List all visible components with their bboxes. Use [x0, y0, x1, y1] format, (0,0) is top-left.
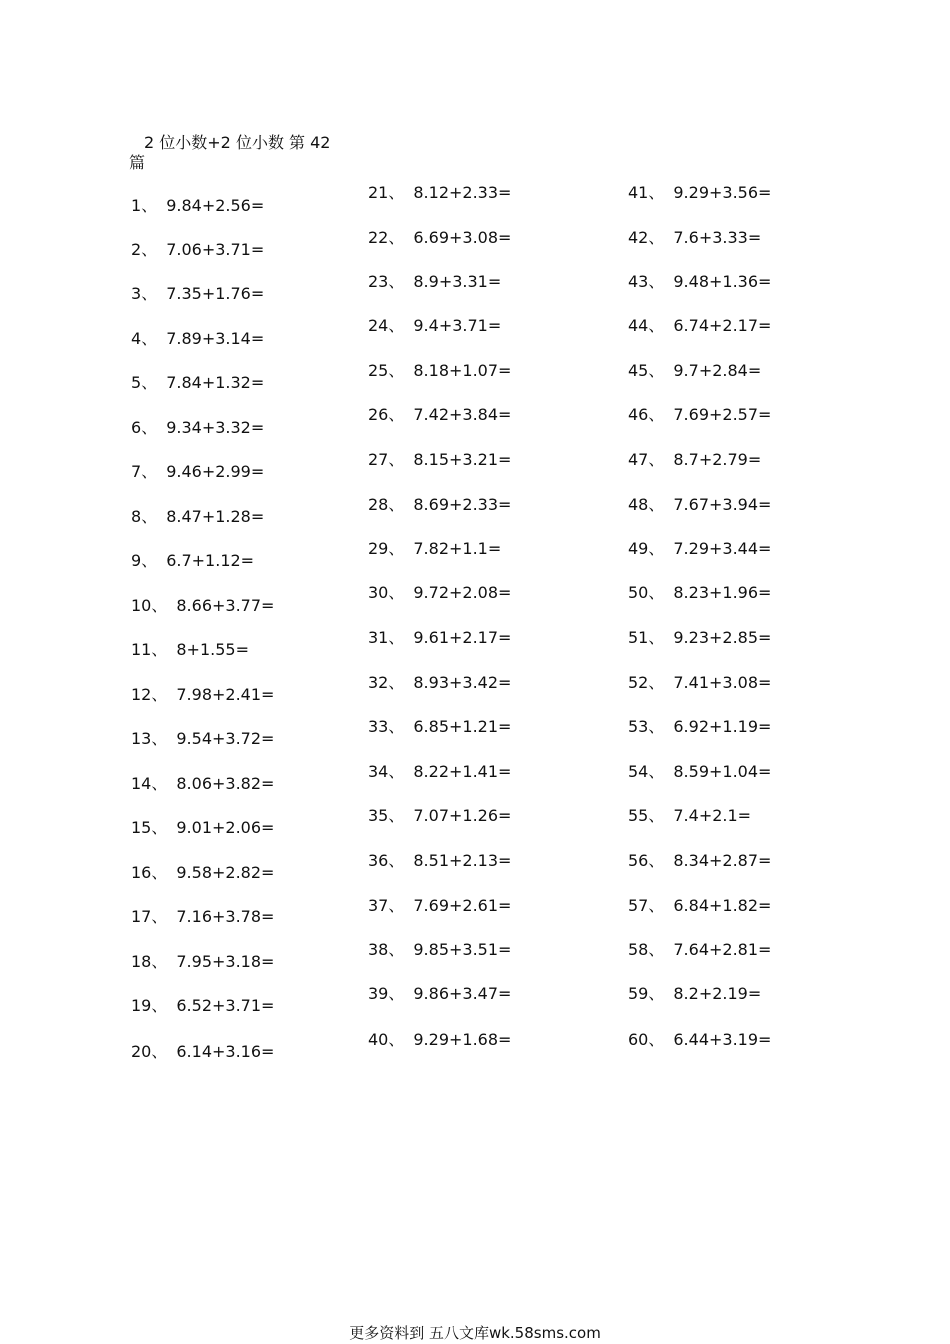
problem-item — [628, 450, 761, 470]
problem-number: 22 — [368, 228, 389, 247]
problem-number: 41 — [628, 183, 649, 202]
problem-item — [131, 462, 264, 482]
problem-expression: 7.64+2.81= — [673, 940, 772, 959]
problem-item — [131, 418, 264, 438]
problem-expression: 9.7+2.84= — [673, 361, 762, 380]
problem-number: 8 — [131, 507, 142, 526]
problem-item — [368, 539, 501, 559]
problem-item — [368, 940, 511, 960]
problem-item — [131, 507, 264, 527]
problem-item — [368, 583, 511, 603]
problem-item — [628, 984, 761, 1004]
problem-number: 29 — [368, 539, 389, 558]
problem-separator: 、 — [648, 583, 665, 602]
problem-number: 15 — [131, 818, 152, 837]
problem-expression: 9.61+2.17= — [413, 628, 512, 647]
problem-item — [131, 996, 274, 1016]
problem-number: 4 — [131, 329, 142, 348]
problem-separator: 、 — [388, 316, 405, 335]
problem-number: 30 — [368, 583, 389, 602]
problem-separator: 、 — [648, 851, 665, 870]
problem-separator: 、 — [388, 361, 405, 380]
problem-number: 35 — [368, 806, 389, 825]
problem-item — [628, 628, 771, 648]
problem-expression: 8.34+2.87= — [673, 851, 772, 870]
problem-separator: 、 — [648, 228, 665, 247]
problem-item — [628, 1030, 771, 1050]
problem-number: 12 — [131, 685, 152, 704]
problem-item — [628, 717, 771, 737]
problem-number: 34 — [368, 762, 389, 781]
problem-item — [368, 495, 511, 515]
problem-expression: 6.84+1.82= — [673, 896, 772, 915]
problem-separator: 、 — [151, 863, 168, 882]
problem-number: 33 — [368, 717, 389, 736]
problem-number: 37 — [368, 896, 389, 915]
problem-expression: 7.69+2.57= — [673, 405, 772, 424]
problem-separator: 、 — [151, 818, 168, 837]
problem-number: 55 — [628, 806, 649, 825]
problem-expression: 7.95+3.18= — [176, 952, 275, 971]
problem-expression: 7.98+2.41= — [176, 685, 275, 704]
problem-number: 48 — [628, 495, 649, 514]
problem-number: 49 — [628, 539, 649, 558]
problem-number: 18 — [131, 952, 152, 971]
problem-separator: 、 — [388, 806, 405, 825]
problem-item — [628, 896, 771, 916]
problem-separator: 、 — [141, 240, 158, 259]
problem-separator: 、 — [648, 806, 665, 825]
problem-number: 3 — [131, 284, 142, 303]
problem-item — [131, 863, 274, 883]
problem-separator: 、 — [151, 1042, 168, 1061]
problem-item — [368, 673, 511, 693]
problem-item — [368, 717, 511, 737]
problem-number: 9 — [131, 551, 142, 570]
problem-expression: 7.29+3.44= — [673, 539, 772, 558]
problem-number: 27 — [368, 450, 389, 469]
problem-number: 28 — [368, 495, 389, 514]
problem-expression: 7.67+3.94= — [673, 495, 772, 514]
problem-expression: 9.4+3.71= — [413, 316, 502, 335]
problem-expression: 6.14+3.16= — [176, 1042, 275, 1061]
footer-watermark: 更多资料到 五八文库wk.58sms.com — [349, 1324, 601, 1342]
problem-expression: 9.01+2.06= — [176, 818, 275, 837]
problem-item — [628, 673, 771, 693]
problem-number: 52 — [628, 673, 649, 692]
problem-item — [368, 762, 511, 782]
problem-separator: 、 — [388, 762, 405, 781]
problem-number: 31 — [368, 628, 389, 647]
problem-item — [131, 596, 274, 616]
problem-number: 17 — [131, 907, 152, 926]
problem-number: 51 — [628, 628, 649, 647]
problem-number: 1 — [131, 196, 142, 215]
problem-expression: 7.84+1.32= — [166, 373, 265, 392]
problem-expression: 7.35+1.76= — [166, 284, 265, 303]
problem-number: 57 — [628, 896, 649, 915]
problem-separator: 、 — [141, 196, 158, 215]
problem-expression: 9.58+2.82= — [176, 863, 275, 882]
problem-item — [368, 628, 511, 648]
problem-separator: 、 — [648, 361, 665, 380]
problem-expression: 8.06+3.82= — [176, 774, 275, 793]
problem-item — [368, 1030, 511, 1050]
problem-separator: 、 — [151, 640, 168, 659]
problem-expression: 8+1.55= — [176, 640, 249, 659]
problem-number: 44 — [628, 316, 649, 335]
problem-number: 21 — [368, 183, 389, 202]
problem-item — [368, 450, 511, 470]
problem-separator: 、 — [388, 717, 405, 736]
problem-expression: 8.69+2.33= — [413, 495, 512, 514]
problem-separator: 、 — [388, 896, 405, 915]
problem-item — [628, 583, 771, 603]
problem-expression: 9.86+3.47= — [413, 984, 512, 1003]
problem-item — [131, 373, 264, 393]
problem-separator: 、 — [388, 628, 405, 647]
problem-item — [368, 272, 501, 292]
problem-number: 6 — [131, 418, 142, 437]
problem-expression: 7.4+2.1= — [673, 806, 752, 825]
problem-separator: 、 — [648, 984, 665, 1003]
problem-item — [368, 984, 511, 1004]
problem-number: 60 — [628, 1030, 649, 1049]
problem-number: 14 — [131, 774, 152, 793]
problem-expression: 8.66+3.77= — [176, 596, 275, 615]
problem-separator: 、 — [648, 673, 665, 692]
problem-number: 59 — [628, 984, 649, 1003]
problem-item — [131, 284, 264, 304]
problem-item — [628, 940, 771, 960]
problem-number: 46 — [628, 405, 649, 424]
problem-number: 36 — [368, 851, 389, 870]
problem-expression: 8.59+1.04= — [673, 762, 772, 781]
problem-number: 23 — [368, 272, 389, 291]
problem-item — [131, 640, 249, 660]
problem-separator: 、 — [388, 583, 405, 602]
problem-separator: 、 — [388, 183, 405, 202]
problem-separator: 、 — [648, 940, 665, 959]
problem-expression: 6.74+2.17= — [673, 316, 772, 335]
problem-expression: 9.29+3.56= — [673, 183, 772, 202]
problem-expression: 6.52+3.71= — [176, 996, 275, 1015]
problem-item — [628, 405, 771, 425]
problem-number: 20 — [131, 1042, 152, 1061]
problem-separator: 、 — [648, 316, 665, 335]
problem-expression: 8.18+1.07= — [413, 361, 512, 380]
problem-separator: 、 — [388, 673, 405, 692]
problem-expression: 8.23+1.96= — [673, 583, 772, 602]
problem-separator: 、 — [141, 507, 158, 526]
problem-number: 24 — [368, 316, 389, 335]
problem-number: 10 — [131, 596, 152, 615]
problem-number: 11 — [131, 640, 152, 659]
problem-separator: 、 — [388, 405, 405, 424]
problem-separator: 、 — [648, 717, 665, 736]
problem-item — [131, 818, 274, 838]
problem-separator: 、 — [141, 462, 158, 481]
problem-expression: 9.29+1.68= — [413, 1030, 512, 1049]
problem-separator: 、 — [388, 272, 405, 291]
problem-item — [628, 272, 771, 292]
problem-expression: 7.69+2.61= — [413, 896, 512, 915]
problem-expression: 8.51+2.13= — [413, 851, 512, 870]
problem-item — [368, 183, 511, 203]
problem-expression: 9.85+3.51= — [413, 940, 512, 959]
problem-separator: 、 — [388, 851, 405, 870]
problem-separator: 、 — [388, 495, 405, 514]
problem-separator: 、 — [151, 685, 168, 704]
problem-expression: 6.92+1.19= — [673, 717, 772, 736]
problem-expression: 7.41+3.08= — [673, 673, 772, 692]
problem-item — [131, 729, 274, 749]
problem-expression: 9.48+1.36= — [673, 272, 772, 291]
problem-expression: 7.6+3.33= — [673, 228, 762, 247]
problem-number: 45 — [628, 361, 649, 380]
problem-separator: 、 — [648, 495, 665, 514]
problem-separator: 、 — [141, 418, 158, 437]
problem-item — [368, 228, 511, 248]
problem-number: 25 — [368, 361, 389, 380]
problem-number: 43 — [628, 272, 649, 291]
problem-item — [628, 316, 771, 336]
problem-item — [131, 1042, 274, 1062]
problem-separator: 、 — [648, 539, 665, 558]
problem-separator: 、 — [151, 952, 168, 971]
problem-expression: 8.15+3.21= — [413, 450, 512, 469]
problem-separator: 、 — [141, 329, 158, 348]
problem-number: 58 — [628, 940, 649, 959]
problem-expression: 7.82+1.1= — [413, 539, 502, 558]
problem-separator: 、 — [388, 539, 405, 558]
problem-separator: 、 — [648, 405, 665, 424]
problem-expression: 7.07+1.26= — [413, 806, 512, 825]
problem-expression: 7.06+3.71= — [166, 240, 265, 259]
problem-item — [368, 896, 511, 916]
problem-separator: 、 — [151, 774, 168, 793]
problem-expression: 8.22+1.41= — [413, 762, 512, 781]
problem-number: 13 — [131, 729, 152, 748]
problem-separator: 、 — [648, 1030, 665, 1049]
problem-item — [131, 774, 274, 794]
problem-item — [628, 762, 771, 782]
problem-item — [131, 907, 274, 927]
problem-expression: 8.47+1.28= — [166, 507, 265, 526]
problem-item — [131, 551, 254, 571]
problem-item — [368, 405, 511, 425]
problem-expression: 9.72+2.08= — [413, 583, 512, 602]
problem-expression: 7.16+3.78= — [176, 907, 275, 926]
problem-expression: 6.85+1.21= — [413, 717, 512, 736]
problem-separator: 、 — [648, 628, 665, 647]
problem-expression: 8.93+3.42= — [413, 673, 512, 692]
problem-item — [131, 329, 264, 349]
problem-expression: 8.7+2.79= — [673, 450, 762, 469]
problem-expression: 7.89+3.14= — [166, 329, 265, 348]
problem-separator: 、 — [388, 984, 405, 1003]
problem-item — [368, 361, 511, 381]
problem-separator: 、 — [141, 373, 158, 392]
problem-separator: 、 — [388, 450, 405, 469]
problem-separator: 、 — [388, 1030, 405, 1049]
problem-item — [368, 316, 501, 336]
problem-expression: 6.44+3.19= — [673, 1030, 772, 1049]
problem-item — [628, 183, 771, 203]
problem-separator: 、 — [648, 450, 665, 469]
problem-separator: 、 — [648, 762, 665, 781]
problem-item — [628, 806, 751, 826]
problem-number: 19 — [131, 996, 152, 1015]
problem-item — [628, 851, 771, 871]
problem-separator: 、 — [151, 729, 168, 748]
problem-number: 5 — [131, 373, 142, 392]
problem-number: 47 — [628, 450, 649, 469]
problem-item — [131, 196, 264, 216]
problem-expression: 9.54+3.72= — [176, 729, 275, 748]
problem-number: 39 — [368, 984, 389, 1003]
problem-item — [628, 361, 761, 381]
problem-expression: 9.84+2.56= — [166, 196, 265, 215]
problem-number: 42 — [628, 228, 649, 247]
problem-separator: 、 — [648, 896, 665, 915]
problem-number: 26 — [368, 405, 389, 424]
problem-item — [131, 952, 274, 972]
problem-item — [628, 228, 761, 248]
problem-item — [368, 851, 511, 871]
problem-number: 2 — [131, 240, 142, 259]
problem-separator: 、 — [141, 551, 158, 570]
problem-number: 16 — [131, 863, 152, 882]
problem-expression: 6.7+1.12= — [166, 551, 255, 570]
problem-expression: 9.34+3.32= — [166, 418, 265, 437]
problem-item — [628, 539, 771, 559]
problem-separator: 、 — [141, 284, 158, 303]
problem-number: 38 — [368, 940, 389, 959]
problem-item — [131, 685, 274, 705]
problem-number: 7 — [131, 462, 142, 481]
problem-expression: 8.12+2.33= — [413, 183, 512, 202]
problem-number: 56 — [628, 851, 649, 870]
problem-separator: 、 — [648, 272, 665, 291]
problem-expression: 8.2+2.19= — [673, 984, 762, 1003]
problem-expression: 7.42+3.84= — [413, 405, 512, 424]
worksheet-title: 2 位小数+2 位小数 第 42 篇 — [129, 133, 331, 172]
problem-separator: 、 — [151, 996, 168, 1015]
problem-number: 50 — [628, 583, 649, 602]
problem-expression: 9.23+2.85= — [673, 628, 772, 647]
problem-item — [131, 240, 264, 260]
problem-number: 32 — [368, 673, 389, 692]
problem-expression: 9.46+2.99= — [166, 462, 265, 481]
problem-separator: 、 — [388, 940, 405, 959]
problem-separator: 、 — [151, 907, 168, 926]
problem-number: 54 — [628, 762, 649, 781]
problem-item — [628, 495, 771, 515]
problem-number: 53 — [628, 717, 649, 736]
problem-item — [368, 806, 511, 826]
problem-number: 40 — [368, 1030, 389, 1049]
problem-expression: 8.9+3.31= — [413, 272, 502, 291]
problem-separator: 、 — [388, 228, 405, 247]
problem-separator: 、 — [151, 596, 168, 615]
problem-separator: 、 — [648, 183, 665, 202]
problem-expression: 6.69+3.08= — [413, 228, 512, 247]
